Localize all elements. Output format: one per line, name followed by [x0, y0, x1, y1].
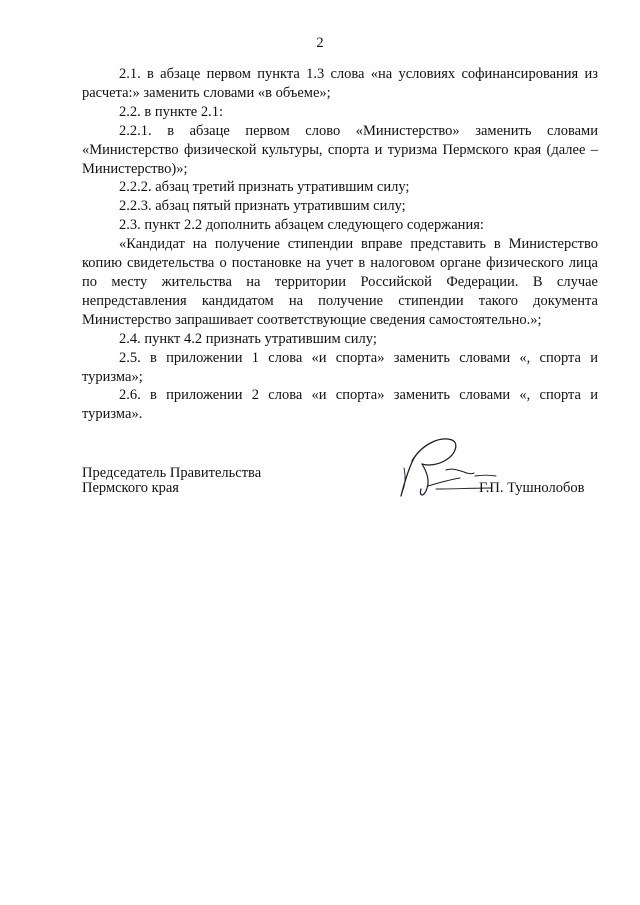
signatory-name: Г.П. Тушнолобов [479, 480, 585, 496]
signatory-title [82, 466, 261, 496]
paragraph-2-1: 2.1. в абзаце первом пункта 1.3 слова «на условиях софинансирования из расчета:» заменить словами «в объеме»; [82, 66, 598, 101]
document-body [82, 65, 598, 424]
paragraph-2-3: 2.3. пункт 2.2 дополнить абзацем следующего содержания: [119, 217, 484, 234]
paragraph-2-2: 2.2. в пункте 2.1: [119, 103, 224, 120]
signatory-title-line1: Председатель Правительства [82, 465, 262, 481]
signatory-title-line2: Пермского края [82, 480, 179, 496]
page-number: 2 [316, 35, 324, 51]
paragraph-2-6: 2.6. в приложении 2 слова «и спорта» заменить словами «, спорта и туризма». [82, 387, 598, 423]
paragraph-quote: «Кандидат на получение стипендии вправе представить в Министерство копию свидетельства о постановке на учет в налоговом органе физического лица по месту жительства на территории Российской Федерации. В случае непредставления кандидатом на получение стипендии такого документа Министерство запрашивает соответствующие сведения самостоятельно.»; [82, 236, 598, 328]
paragraph-2-2-2: 2.2.2. абзац третий признать утратившим силу; [119, 179, 410, 196]
paragraph-2-4: 2.4. пункт 4.2 признать утратившим силу; [119, 330, 377, 347]
paragraph-2-2-1: 2.2.1. в абзаце первом слово «Министерство» заменить словами «Министерство физической культуры, спорта и туризма Пермского края (далее – Министерство)»; [82, 122, 598, 177]
paragraph-2-2-3: 2.2.3. абзац пятый признать утратившим силу; [119, 198, 406, 215]
paragraph-2-5: 2.5. в приложении 1 слова «и спорта» заменить словами «, спорта и туризма»; [82, 349, 598, 385]
